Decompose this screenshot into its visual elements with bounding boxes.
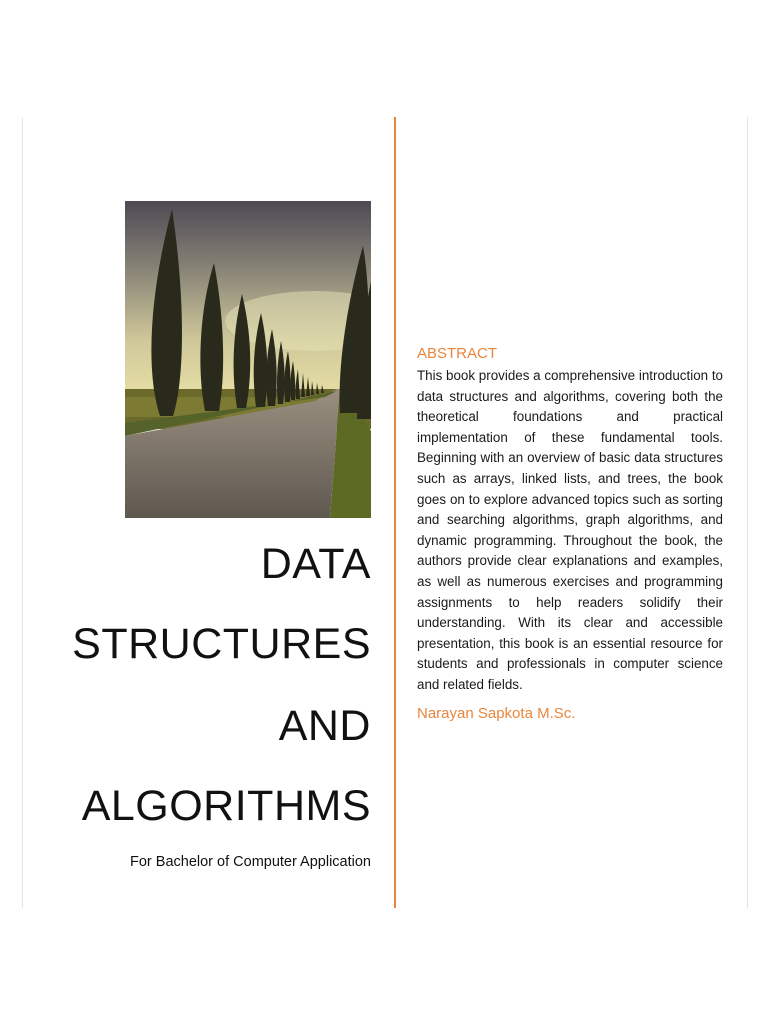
subtitle: For Bachelor of Computer Application: [130, 854, 371, 870]
title-line-1: DATA: [260, 540, 371, 588]
title-line-2: STRUCTURES: [72, 620, 371, 668]
title-line-4: ALGORITHMS: [81, 782, 371, 830]
cover-photo: [125, 201, 371, 518]
abstract-heading: ABSTRACT: [417, 345, 498, 362]
abstract-body: This book provides a comprehensive introduction to data structures and algorithms, covering both the theoretical foundations and practical implementation of these fundamental tools. Beginning with an overview of basic data structures such as arrays, linked lists, and trees, the book goes on to explore advanced topics such as sorting and searching algorithms, graph algorithms, and dynamic programming. Throughout the book, the authors provide clear explanations and examples, as well as numerous exercises and programming assignments to help readers solidify their understanding. With its clear and accessible presentation, this book is an essential resource for students and professionals in computer science and related fields.: [417, 368, 723, 692]
author-name: Narayan Sapkota M.Sc.: [417, 705, 576, 722]
column-divider: [394, 117, 396, 908]
title-line-3: AND: [278, 702, 371, 750]
